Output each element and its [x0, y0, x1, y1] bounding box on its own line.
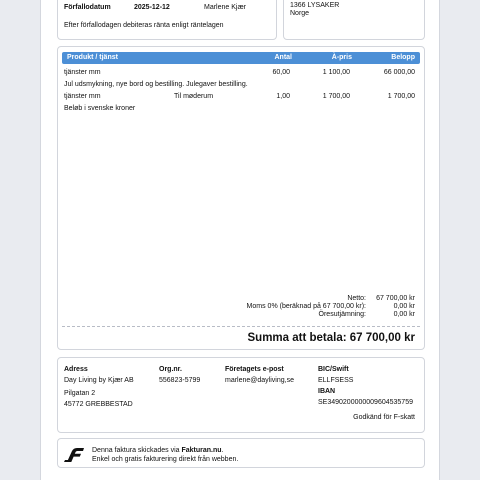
row-amount: 1 700,00 [387, 93, 415, 100]
totals-divider [62, 326, 420, 327]
fakturan-brand-link[interactable]: Fakturan.nu [181, 447, 222, 454]
net-value: 67 700,00 kr [376, 295, 415, 302]
address-label: Adress [64, 366, 88, 373]
invoice-items-card [57, 46, 425, 350]
fakturan-line2: Enkel och gratis fakturering direkt från webben. [92, 456, 239, 463]
org-label: Org.nr. [159, 366, 182, 373]
bic-value: ELLFSESS [318, 377, 354, 384]
address-line: Pilgatan 2 [64, 390, 96, 397]
interest-note: Efter förfallodagen debiteras ränta enligt räntelagen [64, 22, 224, 29]
items-table-header [62, 52, 420, 64]
fakturan-logo-icon [64, 445, 86, 463]
row-qty: 60,00 [272, 69, 290, 76]
row-price: 1 700,00 [322, 93, 350, 100]
iban-value: SE3490200000009604535759 [318, 399, 413, 406]
due-date-value: 2025-12-12 [134, 4, 170, 11]
email-label: Företagets e-post [225, 366, 284, 373]
fskatt-note: Godkänd för F-skatt [353, 414, 415, 421]
vat-label: Moms 0% (beräknad på 67 700,00 kr): [246, 303, 366, 310]
fakturan-line1: Denna faktura skickades via Fakturan.nu. [92, 447, 224, 454]
iban-label: IBAN [318, 388, 336, 395]
header-price: À-pris [331, 54, 352, 61]
reference-name: Marlene Kjær [204, 4, 247, 11]
row-note: Til møderum [174, 93, 214, 100]
fakturan-card [57, 438, 425, 468]
row-name: tjänster mm [64, 69, 101, 76]
header-qty: Antal [274, 54, 292, 61]
due-date-label: Förfallodatum [64, 4, 111, 11]
bic-label: BIC/Swift [318, 366, 349, 373]
invoice-page [40, 0, 440, 480]
address-line: Day Living by Kjær AB [64, 377, 134, 384]
net-label: Netto: [347, 295, 366, 302]
row-price: 1 100,00 [322, 69, 350, 76]
recipient-country: Norge [290, 10, 310, 17]
company-info-card [57, 357, 425, 433]
recipient-address-card [283, 0, 425, 40]
invoice-details-card [57, 0, 277, 40]
address-line: 45772 GREBBESTAD [64, 401, 133, 408]
header-product: Produkt / tjänst [67, 54, 118, 61]
vat-value: 0,00 kr [393, 303, 415, 310]
email-value[interactable]: marlene@dayliving,se [225, 377, 294, 384]
org-value: 556823-5799 [159, 377, 201, 384]
rounding-label: Öresutjämning: [318, 311, 366, 318]
recipient-city: 1366 LYSAKER [290, 2, 340, 9]
sum-to-pay: Summa att betala: 67 700,00 kr [247, 332, 415, 344]
rounding-value: 0,00 kr [393, 311, 415, 318]
row-name: Beløb i svenske kroner [64, 105, 136, 112]
header-amount: Belopp [391, 54, 415, 61]
row-qty: 1,00 [276, 93, 290, 100]
row-amount: 66 000,00 [383, 69, 415, 76]
row-name: Jul udsmykning, nye bord og bestilling. Julegaver bestilling. [64, 81, 248, 88]
row-name: tjänster mm [64, 93, 101, 100]
